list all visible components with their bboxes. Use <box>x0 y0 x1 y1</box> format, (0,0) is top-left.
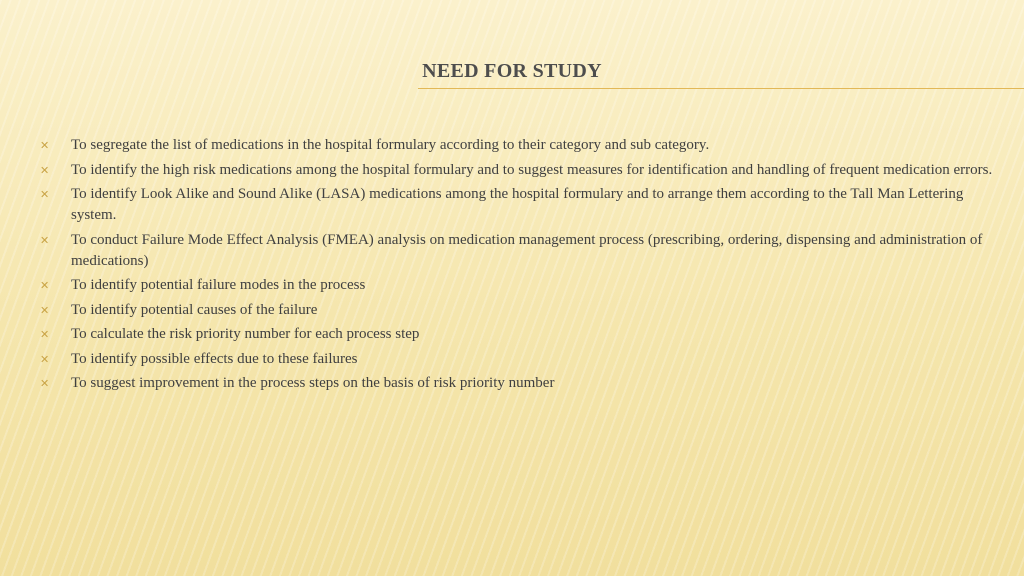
x-mark-icon: ✕ <box>40 163 50 177</box>
x-mark-icon: ✕ <box>40 233 50 247</box>
bullet-text: To identify potential causes of the failure <box>71 301 318 318</box>
x-mark-icon: ✕ <box>40 377 50 390</box>
bullet-item <box>40 324 1000 345</box>
bullet-text: To segregate the list of medications in the hospital formulary according to their category and sub category. <box>71 137 710 153</box>
x-mark-icon: ✕ <box>40 188 50 201</box>
x-mark-icon: ✕ <box>40 303 50 317</box>
x-mark-icon: ✕ <box>40 139 50 152</box>
bullet-item <box>40 349 1000 370</box>
bullet-text: To conduct Failure Mode Effect Analysis (FMEA) analysis on medication management process (prescribing, ordering, dispensing and administration of medications) <box>71 231 983 269</box>
bullet-item <box>40 230 1000 272</box>
bullet-item <box>40 135 1000 156</box>
title-area <box>0 60 1024 83</box>
x-mark-icon: ✕ <box>40 328 50 341</box>
bullet-item <box>40 300 1000 321</box>
bullet-item <box>40 373 1000 394</box>
slide-title: NEED FOR STUDY <box>422 60 602 82</box>
bullet-text: To calculate the risk priority number for each process step <box>71 326 420 342</box>
bullet-list <box>40 135 1000 398</box>
x-mark-icon: ✕ <box>40 352 50 366</box>
bullet-item <box>40 160 1000 181</box>
bullet-text: To suggest improvement in the process steps on the basis of risk priority number <box>71 375 555 391</box>
bullet-text: To identify the high risk medications among the hospital formulary and to suggest measures for identification and handling of frequent medication errors. <box>71 161 993 178</box>
bullet-item <box>40 184 1000 226</box>
bullet-item <box>40 275 1000 296</box>
title-underline <box>418 88 1024 89</box>
x-mark-icon: ✕ <box>40 279 50 292</box>
bullet-text: To identify possible effects due to these failures <box>71 350 358 367</box>
bullet-text: To identify potential failure modes in the process <box>71 277 366 293</box>
bullet-text: To identify Look Alike and Sound Alike (LASA) medications among the hospital formulary and to arrange them according to the Tall Man Lettering system. <box>71 186 964 223</box>
